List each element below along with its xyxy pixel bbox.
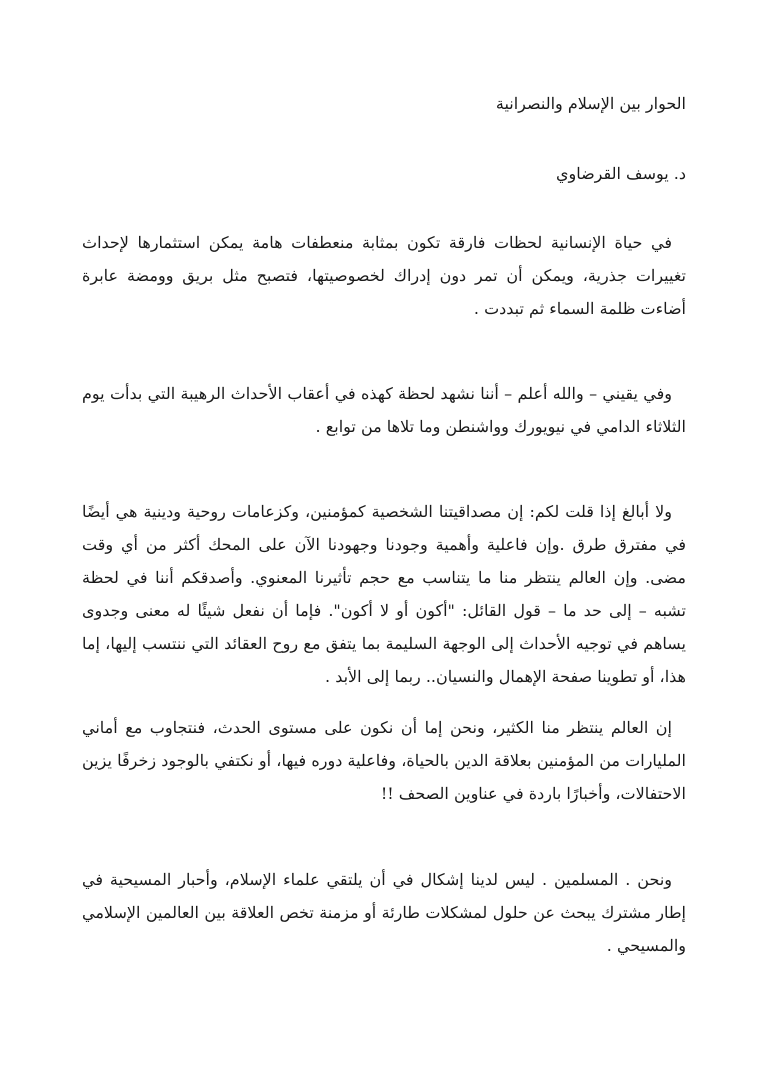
paragraph-5: ونحن . المسلمين . ليس لدينا إشكال في أن يلتقي علماء الإسلام، وأحبار المسيحية في إطار مشترك يبحث عن حلول لمشكلات طارئة أو مزمنة تخص العلاقة بين العالمين الإسلامي والمسيحي . xyxy=(82,870,686,955)
paragraph-4: إن العالم ينتظر منا الكثير، ونحن إما أن نكون على مستوى الحدث، فنتجاوب مع أماني المليارات من المؤمنين بعلاقة الدين بالحياة، وفاعلية دوره فيها، أو نكتفي بالوجود زخرفًا يزين الاحتفالات، وأخبارًا باردة في عناوين الصحف !! xyxy=(82,718,686,803)
paragraph-2: وفي يقيني – والله أعلم – أننا نشهد لحظة كهذه في أعقاب الأحداث الرهيبة التي بدأت يوم الثلاثاء الدامي في نيويورك وواشنطن وما تلاها من توابع . xyxy=(82,384,686,436)
paragraph-3: ولا أبالغ إذا قلت لكم: إن مصداقيتنا الشخصية كمؤمنين، وكزعامات روحية ودينية هي أيضًا في مفترق طرق .وإن فاعلية وأهمية وجودنا وجهودنا الآن على المحك أكثر من أي وقت مضى. وإن العالم ينتظر منا ما يتناسب مع حجم تأثيرنا المعنوي. وأصدقكم أننا في لحظة تشبه – إلى حد ما – قول القائل: "أكون أو لا أكون". فإما أن نفعل شيئًا له معنى وجدوى يساهم في توجيه الأحداث إلى الوجهة السليمة بما يتفق مع روح العقائد التي ننتسب إليها، إما هذا، أو تطوينا صفحة الإهمال والنسيان.. ربما إلى الأبد . xyxy=(82,502,686,686)
document-author: د. يوسف القرضاوي xyxy=(555,164,686,183)
document-title: الحوار بين الإسلام والنصرانية xyxy=(495,94,686,113)
paragraph-1: في حياة الإنسانية لحظات فارقة تكون بمثابة منعطفات هامة يمكن استثمارها لإحداث تغييرات جذرية، ويمكن أن تمر دون إدراك لخصوصيتها، فتصبح مثل بريق وومضة عابرة أضاءت ظلمة السماء ثم تبددت . xyxy=(82,233,686,318)
